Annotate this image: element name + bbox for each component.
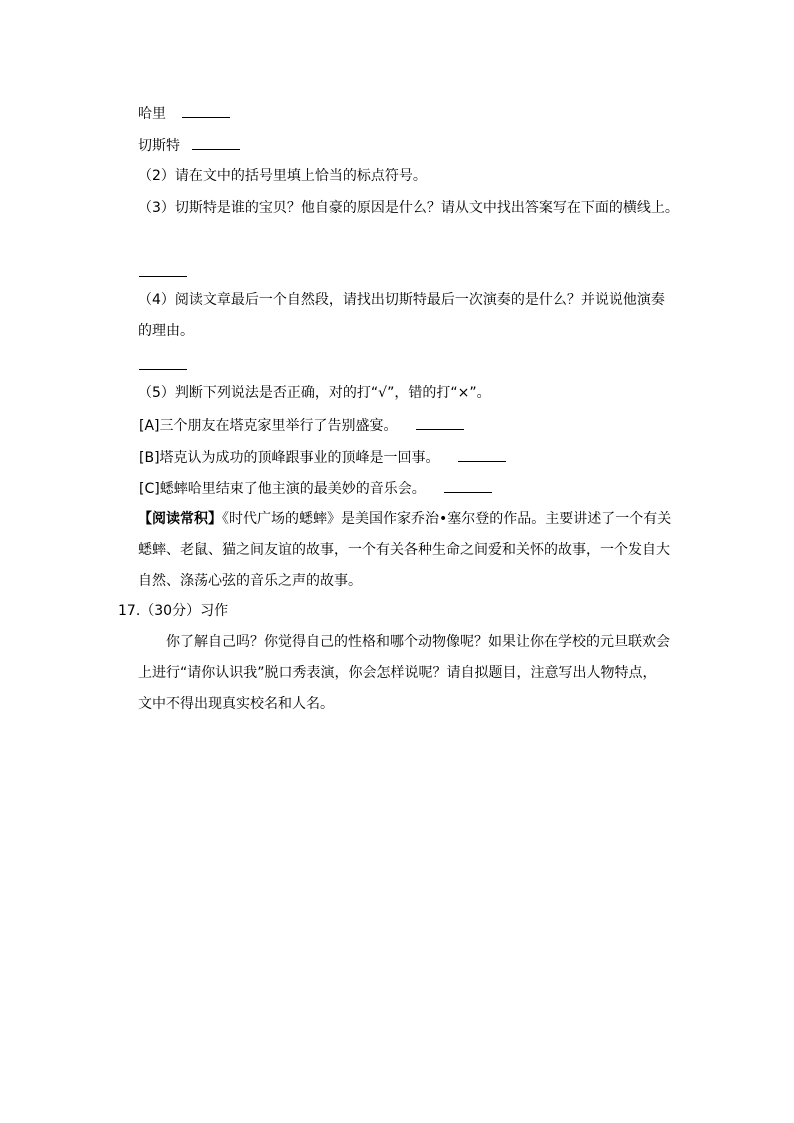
question-4-line1: （4）阅读文章最后一个自然段，请找出切斯特最后一次演奏的是什么？并说说他演奏: [138, 292, 665, 308]
answer-item-label: 哈里: [138, 106, 166, 122]
reading-tip-line1: [138, 509, 671, 529]
question-4-line2: 的理由。: [138, 323, 194, 339]
reading-tip-line2: 蟋蟀、老鼠、猫之间友谊的故事，一个有关各种生命之间爱和关怀的故事，一个发自大: [138, 542, 670, 558]
reading-tip-label: 【阅读常积】: [138, 511, 222, 527]
question-5: （5）判断下列说法是否正确，对的打“√”，错的打“×”。: [138, 385, 491, 401]
answer-item-hali: [138, 103, 230, 124]
answer-blank-q4[interactable]: [139, 369, 187, 370]
answer-blank[interactable]: [182, 103, 230, 118]
answer-blank[interactable]: [458, 447, 506, 462]
question-2: （2）请在文中的括号里填上恰当的标点符号。: [138, 168, 427, 184]
judgment-a: [139, 415, 464, 436]
reading-tip-line3: 自然、涤荡心弦的音乐之声的故事。: [138, 573, 362, 589]
judgment-b: [139, 447, 506, 468]
question-17-line3: 文中不得出现真实校名和人名。: [138, 696, 334, 712]
answer-blank[interactable]: [444, 478, 492, 493]
answer-blank[interactable]: [416, 415, 464, 430]
judgment-c: [139, 478, 492, 499]
question-17-line1: 你了解自己吗？你觉得自己的性格和哪个动物像呢？如果让你在学校的元旦联欢会: [166, 634, 670, 650]
question-17-line2: 上进行“请你认识我”脱口秀表演，你会怎样说呢？请自拟题目，注意写出人物特点，: [138, 665, 657, 681]
answer-blank-q3[interactable]: [139, 276, 187, 277]
question-3: （3）切斯特是谁的宝贝？他自豪的原因是什么？请从文中找出答案写在下面的横线上。: [138, 200, 679, 216]
answer-blank[interactable]: [192, 135, 240, 150]
answer-item-label: 切斯特: [138, 138, 180, 154]
judgment-text: [B]塔克认为成功的顶峰跟事业的顶峰是一回事。: [139, 450, 440, 466]
judgment-text: [C]蟋蟀哈里结束了他主演的最美妙的音乐会。: [139, 481, 426, 497]
reading-tip-text: 《时代广场的蟋蟀》是美国作家乔治•塞尔登的作品。主要讲述了一个有关: [222, 511, 672, 527]
judgment-text: [A]三个朋友在塔克家里举行了告别盛宴。: [139, 418, 398, 434]
answer-item-chester: [138, 135, 240, 156]
question-17-heading: 17.（30分）习作: [118, 603, 229, 619]
